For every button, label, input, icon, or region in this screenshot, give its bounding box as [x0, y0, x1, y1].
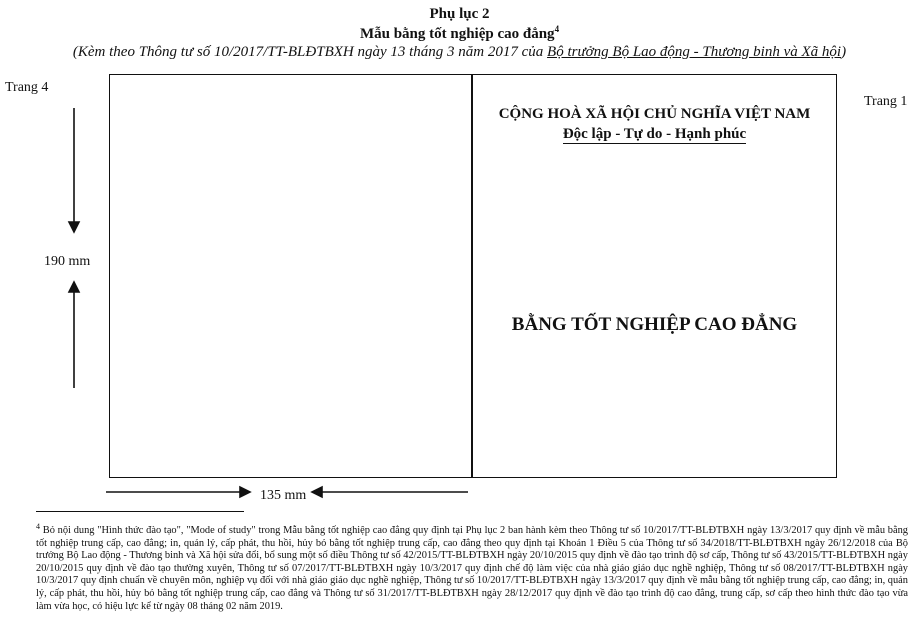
- nation-name: CỘNG HOÀ XÃ HỘI CHỦ NGHĨA VIỆT NAM: [498, 106, 811, 122]
- appendix-label: Phụ lục 2: [429, 6, 490, 22]
- right-page-label: Trang 1: [864, 94, 908, 109]
- diploma-title: BẰNG TỐT NGHIỆP CAO ĐẲNG: [511, 314, 798, 335]
- national-motto: Độc lập - Tự do - Hạnh phúc: [562, 126, 747, 142]
- height-arrow-up-head: [69, 282, 79, 292]
- footnote: [36, 521, 908, 613]
- footnote-rule: [36, 511, 244, 512]
- footnote-text: Bỏ nội dung "Hình thức đào tạo", "Mode of study" trong Mẫu bằng tốt nghiệp cao đẳng quy định tại Phụ lục 2 ban hành kèm theo Thông tư số 10/2017/TT-BLĐTBXH ngày 13/3/2017 quy định về mẫu bằng tốt nghiệp trung cấp, cao đẳng; in, quản lý, cấp phát, thu hồi, hủy bỏ bằng tốt nghiệp trung cấp, cao đẳng theo quy định tại Khoản 1 Điều 5 của Thông tư số 34/2018/TT-BLĐTBXH ngày 26/12/2018 của Bộ trưởng Bộ Lao động - Thương binh và Xã hội sửa đổi, bổ sung một số điều Thông tư số 42/2015/TT-BLĐTBXH ngày 20/10/2015 quy định về đào tạo trình độ sơ cấp, Thông tư số 43/2015/TT-BLĐTBXH ngày 20/10/2015 quy định về đào tạo thường xuyên, Thông tư số 07/2017/TT-BLĐTBXH ngày 10/3/2017 quy định chế độ làm việc của nhà giáo giáo dục nghề nghiệp, Thông tư số 08/2017/TT-BLĐTBXH ngày 10/3/2017 quy định chuẩn về chuyên môn, nghiệp vụ đối với nhà giáo giáo dục nghề nghiệp, Thông tư số 10/2017/TT-BLĐTBXH ngày 13/3/2017 quy định về mẫu bằng tốt nghiệp trung cấp, cao đẳng; in, quản lý, cấp phát, thu hồi, hủy bỏ bằng tốt nghiệp trung cấp, cao đẳng và Thông tư số 31/2017/TT-BLĐTBXH ngày 28/12/2017 quy định về đào tạo trình độ cao đẳng, trung cấp, sơ cấp theo hình thức đào tạo vừa làm vừa học, có hiệu lực kể từ ngày 08 tháng 02 năm 2019.: [36, 525, 908, 612]
- title-text: Mẫu bằng tốt nghiệp cao đẳng: [359, 26, 555, 42]
- subtitle-pre: (Kèm theo Thông tư số 10/2017/TT-BLĐTBXH ngày 13 tháng 3 năm 2017 của: [72, 44, 548, 60]
- height-dimension-label: 190 mm: [44, 254, 91, 269]
- width-dimension-label: 135 mm: [260, 488, 307, 503]
- width-arrow-left-head: [312, 487, 322, 497]
- width-arrow-right-head: [240, 487, 250, 497]
- title-footnote-marker: 4: [554, 24, 560, 34]
- footnote-marker: 4: [36, 522, 40, 531]
- height-arrow-down-head: [69, 222, 79, 232]
- left-page-label: Trang 4: [5, 80, 49, 95]
- subtitle-post: ): [841, 44, 847, 60]
- subtitle-underlined: Bộ trưởng Bộ Lao động - Thương binh và Xã hội: [547, 44, 842, 60]
